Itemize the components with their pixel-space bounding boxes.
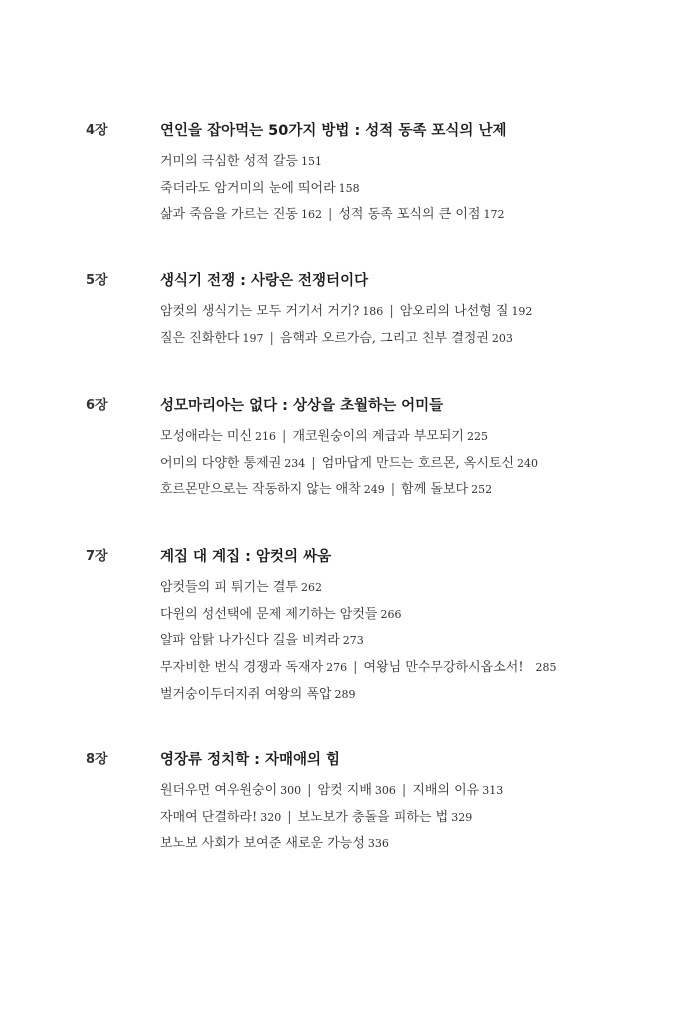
toc-line [160,176,505,203]
section-title: 암오리의 나선형 질 [399,304,509,319]
toc-line [160,149,505,176]
page-number: 197 [242,331,264,345]
toc-line [160,628,557,655]
separator: | [353,660,358,676]
chapter-number: 4장 [86,123,108,138]
separator: | [287,809,292,825]
chapter-title: 계집 대 계집 : 암컷의 싸움 [160,549,332,565]
separator: | [401,783,407,798]
chapter-number: 8장 [86,752,108,767]
section-title: 어미의 다양한 통제권 [160,455,282,471]
section-title: 암컷들의 피 튀기는 결투 [160,580,298,595]
page-number: 262 [300,581,322,594]
toc-line [160,424,538,451]
toc-line [160,451,538,478]
section-title: 성적 동족 포식의 큰 이점 [338,207,481,223]
toc-line [160,477,538,504]
section-title: 여왕님 만수무강하시옵소서! [363,660,524,676]
toc-line [160,682,557,709]
page-number: 289 [334,687,356,701]
page-number: 158 [338,181,360,195]
section-title: 개코원숭이의 계급과 부모되기 [292,429,464,444]
page-number: 276 [326,661,348,675]
page-number: 336 [367,837,389,851]
page-number: 234 [284,456,306,470]
page-number: 203 [491,331,513,345]
page-number: 300 [280,784,302,797]
section-title: 질은 진화한다 [160,330,240,346]
chapter-number: 6장 [86,398,108,413]
page-number: 240 [517,456,539,470]
page-number: 329 [451,810,473,824]
chapter-title: 생식기 전쟁 : 사랑은 전쟁터이다 [160,273,369,289]
section-title: 무자비한 번식 경쟁과 독재자 [160,660,324,676]
chapter-title: 영장류 정치학 : 자매애의 힘 [160,752,341,768]
page-number: 162 [300,208,322,222]
section-title: 음핵과 오르가슴, 그리고 친부 결정권 [279,330,489,346]
section-title: 엄마답게 만드는 호르몬, 옥시토신 [321,455,515,471]
toc-line [160,326,532,353]
page-number: 306 [374,784,396,797]
chapter-entries [160,778,503,858]
section-title: 보노보 사회가 보여준 새로운 가능성 [160,836,365,852]
section-title: 원더우먼 여우원숭이 [160,783,278,798]
toc-line [160,831,503,858]
chapter-number: 5장 [86,273,108,288]
section-title: 삶과 죽음을 가르는 진동 [160,207,298,223]
section-title: 다윈의 성선택에 문제 제기하는 암컷들 [160,606,378,622]
separator: | [269,330,274,346]
section-title: 암컷의 생식기는 모두 거기서 거기? [160,304,360,319]
separator: | [307,783,312,798]
page-number: 186 [362,305,384,318]
section-title: 거미의 극심한 성적 갈등 [160,154,298,169]
separator: | [311,455,316,471]
separator: | [389,304,394,319]
chapter-entries [160,299,532,352]
page-number: 192 [511,305,533,318]
toc-line [160,575,557,602]
section-title: 알파 암탉 나가신다 길을 비켜라 [160,633,340,649]
page-number: 320 [260,810,282,824]
section-title: 보노보가 충돌을 피하는 법 [297,809,449,825]
section-title: 죽더라도 암거미의 눈에 띄어라 [160,180,336,196]
chapter-entries [160,149,505,229]
section-title: 모성애라는 미신 [160,429,253,444]
toc-line [160,602,557,629]
page-number: 285 [535,661,557,675]
separator: | [282,429,287,444]
section-title: 암컷 지배 [317,783,372,798]
separator: | [390,482,396,498]
section-title: 지배의 이유 [412,783,480,798]
separator: | [327,207,333,223]
toc-line [160,778,503,805]
section-title: 자매여 단결하라! [160,809,258,825]
chapter-title: 성모마리아는 없다 : 상상을 초월하는 어미들 [160,398,444,414]
toc-line [160,202,505,229]
toc-line [160,655,557,682]
chapter-title: 연인을 잡아먹는 50가지 방법 : 성적 동족 포식의 난제 [160,123,507,139]
section-title: 함께 돌보다 [401,482,469,498]
section-title: 호르몬만으로는 작동하지 않는 애착 [160,482,361,498]
section-title: 벌거숭이두더지쥐 여왕의 폭압 [160,686,332,702]
chapter-entries [160,575,557,709]
page-number: 172 [483,208,505,222]
page-number: 252 [471,483,493,497]
page-number: 225 [466,430,488,443]
page-number: 266 [380,607,402,621]
chapter-number: 7장 [86,549,108,564]
toc-line [160,299,532,326]
chapter-entries [160,424,538,504]
toc-line [160,805,503,832]
page-number: 313 [482,784,504,797]
page-number: 249 [363,483,385,497]
page-number: 273 [342,634,364,648]
page-number: 151 [300,155,322,168]
page-number: 216 [255,430,277,443]
